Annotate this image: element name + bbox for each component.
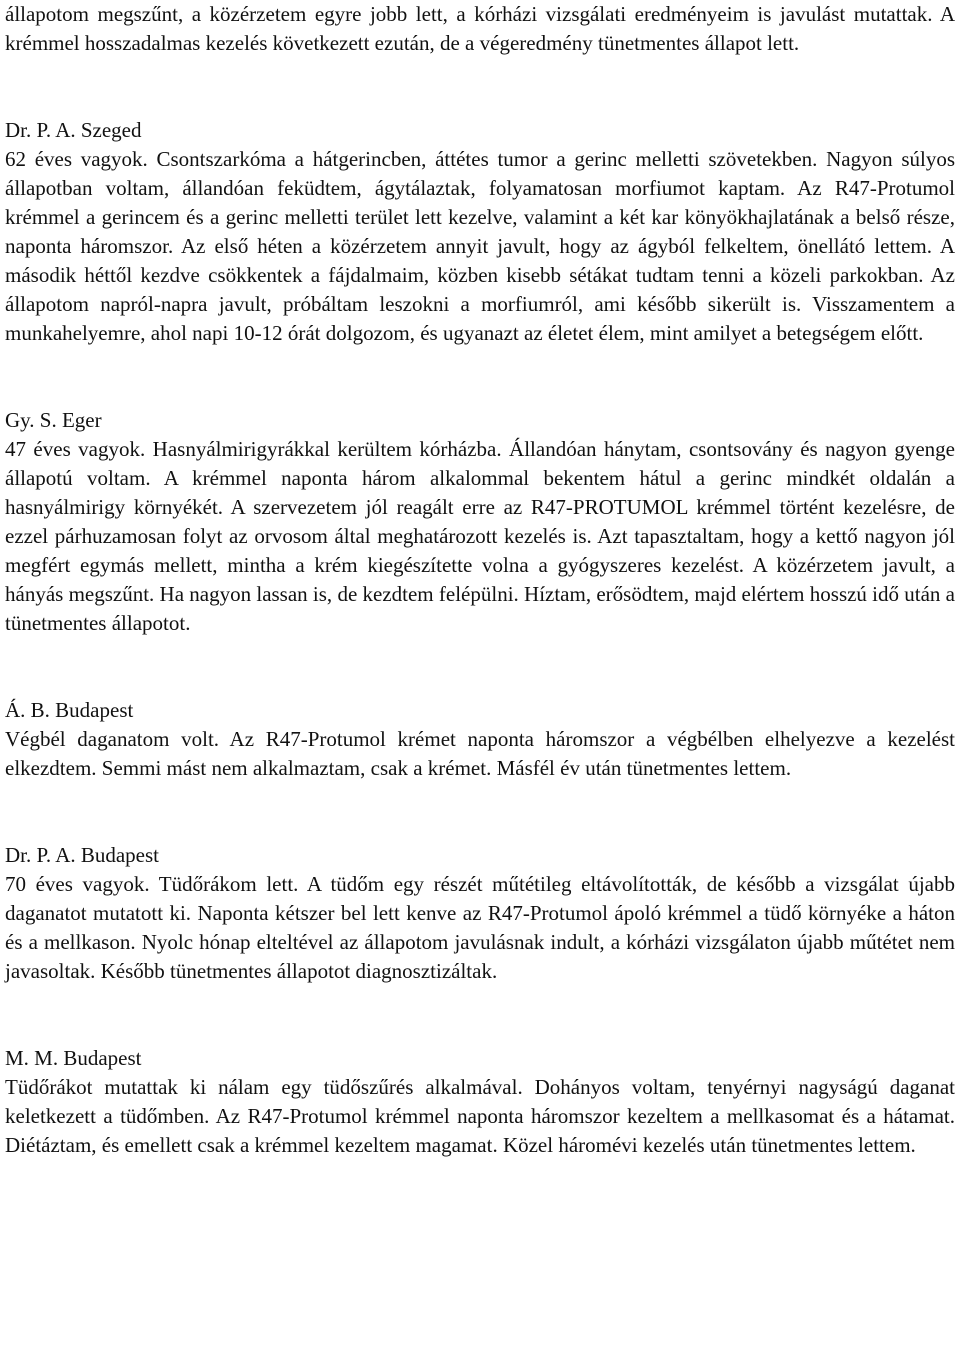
testimonial-text: Tüdőrákot mutattak ki nálam egy tüdőszűrés alkalmával. Dohányos voltam, tenyérnyi nagyságú daganat keletkezett a tüdőmben. Az R47-Protumol krémmel naponta háromszor kezeltem a mellkasomat és a hátamat. Diétáztam, és emellett csak a krémmel kezeltem magamat. Közel háromévi kezelés után tünetmentes lettem. [5, 1075, 955, 1157]
section-gap [5, 986, 955, 1044]
intro-paragraph: állapotom megszűnt, a közérzetem egyre jobb lett, a kórházi vizsgálati eredményeim is javulást mutattak. A krémmel hosszadalmas kezelés következett ezután, de a végeredmény tünetmentes állapot lett. [5, 2, 955, 55]
testimonial-text: Végbél daganatom volt. Az R47-Protumol krémet naponta háromszor a végbélben elhelyezve a kezelést elkezdtem. Semmi mást nem alkalmaztam, csak a krémet. Másfél év után tünetmentes lettem. [5, 727, 955, 780]
testimonial-text: 62 éves vagyok. Csontszarkóma a hátgerincben, áttétes tumor a gerinc melletti szövetekben. Nagyon súlyos állapotban voltam, állandóan feküdtem, ágytálaztak, folyamatosan morfiumot kaptam. Az R47-Protumol krémmel a gerincem és a gerinc melletti terület lett kezelve, valamint a két kar könyökhajlatának a belső része, naponta háromszor. Az első héten a közérzetem annyit javult, hogy az ágyból felkeltem, önellátó lettem. A második héttől kezdve csökkentek a fájdalmaim, közben kisebb sétákat tudtam tenni a közeli parkokban. Az állapotom napról-napra javult, próbáltam leszokni a morfiumról, ami később sikerült is. Visszamentem a munkahelyemre, ahol napi 10-12 órát dolgozom, és ugyanazt az életet élem, mint amilyet a betegségem előtt. [5, 147, 955, 345]
testimonial-author: Dr. P. A. Budapest [5, 843, 160, 867]
testimonial-author: Dr. P. A. Szeged [5, 118, 142, 142]
testimonial-4 [5, 841, 955, 986]
document-page [5, 0, 955, 1160]
section-gap [5, 58, 955, 116]
testimonial-2 [5, 406, 955, 638]
section-gap [5, 348, 955, 406]
testimonial-author: Á. B. Budapest [5, 698, 134, 722]
testimonial-1 [5, 116, 955, 348]
testimonial-text: 47 éves vagyok. Hasnyálmirigyrákkal kerültem kórházba. Állandóan hánytam, csontsovány és nagyon gyenge állapotú voltam. A krémmel naponta három alkalommal bekentem hátul a gerinc mindkét oldalán a hasnyálmirigy környékét. A szervezetem jól reagált erre az R47-PROTUMOL krémmel történt kezelésre, de ezzel párhuzamosan folyt az orvosom által meghatározott kezelés is. Azt tapasztaltam, hogy a kettő nagyon jól megfért egymás mellett, mintha a krém kiegészítette volna a gyógyszeres kezelést. A közérzetem javult, a hányás megszűnt. Ha nagyon lassan is, de kezdtem felépülni. Híztam, erősödtem, majd elértem hosszú idő után a tünetmentes állapotot. [5, 437, 955, 635]
testimonial-3 [5, 696, 955, 783]
testimonial-5 [5, 1044, 955, 1160]
testimonial-text: 70 éves vagyok. Tüdőrákom lett. A tüdőm egy részét műtétileg eltávolították, de később a vizsgálat újabb daganatot mutatott ki. Naponta kétszer bel lett kenve az R47-Protumol ápoló krémmel a tüdő környéke a háton és a mellkason. Nyolc hónap elteltével az állapotom javulásnak indult, a kórházi vizsgálaton újabb műtétet nem javasoltak. Később tünetmentes állapotot diagnosztizáltak. [5, 872, 955, 983]
section-gap [5, 783, 955, 841]
section-gap [5, 638, 955, 696]
testimonial-author: Gy. S. Eger [5, 408, 102, 432]
testimonial-author: M. M. Budapest [5, 1046, 142, 1070]
